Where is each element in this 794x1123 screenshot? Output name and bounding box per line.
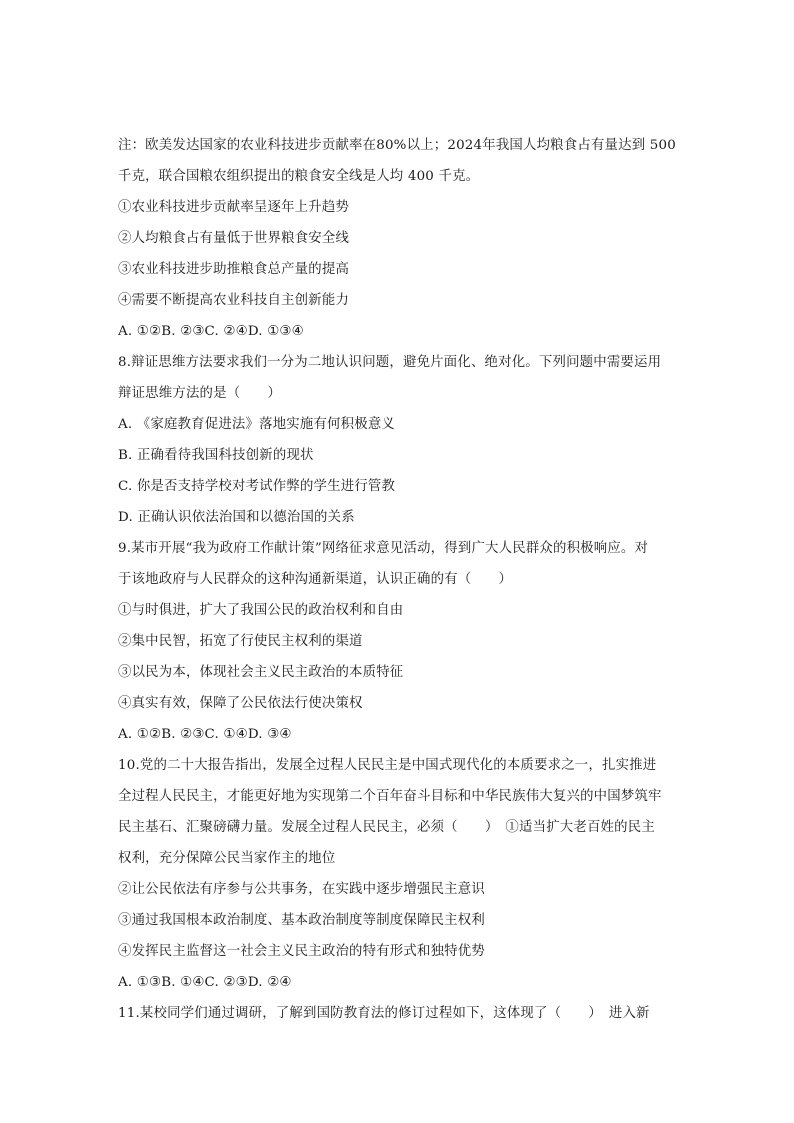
q10-stem-4: 权利，充分保障公民当家作主的地位	[118, 851, 336, 866]
q10-option-3: ③通过我国根本政治制度、基本政治制度等制度保障民主权利	[118, 913, 485, 928]
q10-option-2: ②让公民依法有序参与公共事务，在实践中逐步增强民主意识	[118, 882, 485, 897]
q7-choices: A. ①②B. ②③C. ②④D. ①③④	[118, 324, 304, 339]
q9-option-4: ④真实有效，保障了公民依法行使决策权	[118, 696, 363, 711]
q7-option-1: ①农业科技进步贡献率呈逐年上升趋势	[118, 200, 350, 215]
q8-choice-d: D. 正确认识依法治国和以德治国的关系	[118, 510, 355, 525]
q7-option-2: ②人均粮食占有量低于世界粮食安全线	[118, 231, 350, 246]
note-line-1: 注：欧美发达国家的农业科技进步贡献率在80%以上；2024年我国人均粮食占有量达到 500	[118, 138, 676, 153]
q10-option-4: ④发挥民主监督这一社会主义民主政治的特有形式和独特优势	[118, 944, 485, 959]
q9-option-1: ①与时俱进，扩大了我国公民的政治权利和自由	[118, 603, 404, 618]
q10-stem-3: 民主基石、汇聚磅礴力量。发展全过程人民民主，必须（ ） ①适当扩大老百姓的民主	[118, 820, 655, 835]
q8-choice-b: B. 正确看待我国科技创新的现状	[118, 448, 314, 463]
q9-stem-2: 于该地政府与人民群众的这种沟通新渠道，认识正确的有（ ）	[118, 572, 513, 587]
q7-option-4: ④需要不断提高农业科技自主创新能力	[118, 293, 350, 308]
q9-stem-1: 9.某市开展“我为政府工作献计策”网络征求意见活动，得到广大人民群众的积极响应。对	[118, 541, 649, 556]
q9-option-2: ②集中民智，拓宽了行使民主权利的渠道	[118, 634, 363, 649]
note-line-2: 千克，联合国粮农组织提出的粮食安全线是人均 400 千克。	[118, 169, 480, 184]
q9-option-3: ③以民为本，体现社会主义民主政治的本质特征	[118, 665, 404, 680]
q8-choice-a: A. 《家庭教育促进法》落地实施有何积极意义	[118, 417, 396, 432]
q11-stem-1: 11.某校同学们通过调研，了解到国防教育法的修订过程如下，这体现了（ ） 进入新	[118, 1006, 650, 1021]
q8-choice-c: C. 你是否支持学校对考试作弊的学生进行管教	[118, 479, 396, 494]
q10-stem-1: 10.党的二十大报告指出，发展全过程人民民主是中国式现代化的本质要求之一，扎实推进	[118, 758, 657, 773]
q10-stem-2: 全过程人民民主，才能更好地为实现第二个百年奋斗目标和中华民族伟大复兴的中国梦筑牢	[118, 789, 662, 804]
q7-option-3: ③农业科技进步助推粮食总产量的提高	[118, 262, 350, 277]
q8-stem-1: 8.辩证思维方法要求我们一分为二地认识问题，避免片面化、绝对化。下列问题中需要运用	[118, 355, 662, 370]
document-body	[118, 130, 678, 1029]
q9-choices: A. ①②B. ②③C. ①④D. ③④	[118, 727, 292, 742]
q10-choices: A. ①③B. ①④C. ②③D. ②④	[118, 975, 292, 990]
q8-stem-2: 辩证思维方法的是（ ）	[118, 386, 282, 401]
